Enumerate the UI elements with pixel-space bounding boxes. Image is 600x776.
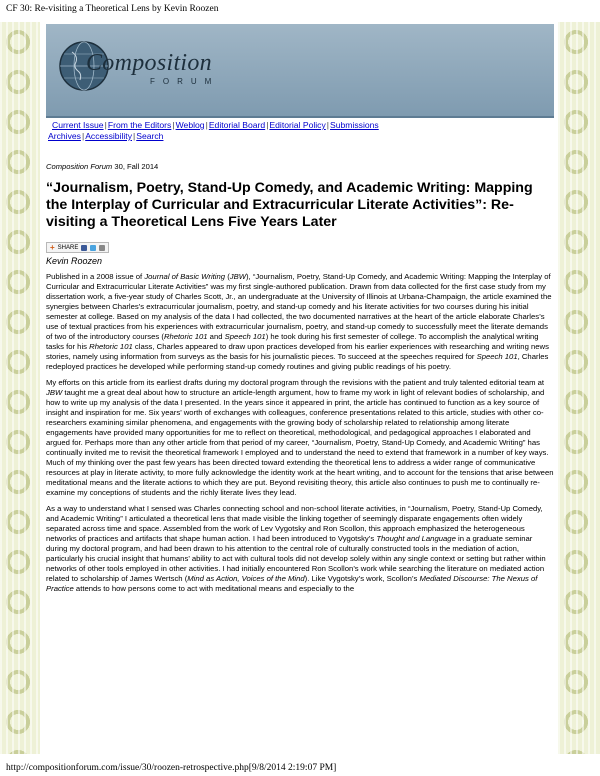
journal-name: Composition Forum xyxy=(46,162,113,171)
facebook-icon xyxy=(81,245,87,251)
nav-accessibility[interactable]: Accessibility xyxy=(85,131,132,141)
page xyxy=(40,22,558,754)
logo-wordmark: Composition xyxy=(86,50,212,76)
twitter-icon xyxy=(90,245,96,251)
print-footer: http://compositionforum.com/issue/30/roozen-retrospective.php[9/8/2014 2:19:07 PM] xyxy=(6,763,337,773)
nav-archives[interactable]: Archives xyxy=(48,131,81,141)
nav-from-the-editors[interactable]: From the Editors xyxy=(107,120,172,130)
paragraph-3: As a way to understand what I sensed was Charles connecting school and non-school literate activities, in “Journalism, Poetry, Stand-Up Comedy, and Academic Writing” I articulated a theoretical lens that made visible the linking together of seemingly disparate engagements often widely separated across time and space. Assembled from the work of Lev Vygotsky and Ron Scollon, this approach emphasized the heterogeneous networks of practices and artifacts that shape human action. I had been introduced to Vygotsky’s Thought and Language in a graduate seminar during my doctoral program, and had been drawn to his attention to the central role of culturally constructed tools in the mediation of action, particularly his crucial insight that humans’ ability to act with cultural tools did not develop solely within any single context or setting but rather within networks of other tools employed in other activities. I had initially encountered Ron Scollon’s work while searching the literature on mediated action related to scholarship of James Wertsch (Mind as Action, Voices of the Mind). Like Vygotsky’s work, Scollon’s Mediated Discourse: The Nexus of Practice attends to how persons come to act with meditational means and especially to the xyxy=(46,504,546,593)
decorative-border-left xyxy=(0,22,40,754)
logo-subtitle: FORUM xyxy=(150,77,220,86)
print-header: CF 30: Re-visiting a Theoretical Lens by Kevin Roozen xyxy=(6,4,219,14)
nav-weblog[interactable]: Weblog xyxy=(175,120,205,130)
nav-editorial-board[interactable]: Editorial Board xyxy=(208,120,266,130)
site-banner xyxy=(46,24,554,118)
decorative-border-right xyxy=(558,22,600,754)
share-label: SHARE xyxy=(57,244,79,251)
nav-search[interactable]: Search xyxy=(136,131,164,141)
nav-submissions[interactable]: Submissions xyxy=(330,120,379,130)
share-button[interactable] xyxy=(46,242,109,253)
article xyxy=(46,162,554,600)
paragraph-2: My efforts on this article from its earliest drafts during my doctoral program through the revisions with the patient and truly talented editorial team at JBW taught me a great deal about how to structure an article-length argument, how to frame my work in light of relevant bodies of scholarship, and how to write up my analysis of the data I presented. In the years since it appeared in print, the article has continued to function as a key source of insight and inspiration for me. Six years’ worth of exchanges with colleagues, conference presentations related to this article, studies with other co-researchers examining similar phenomena, and engagements with the growing body of scholarship related to relationship among literate engagements have provided many opportunities for me to reflect on theoretical, methodological, and pedagogical approaches I elaborated and argued for. Perhaps more than any other article from that period of my career, “Journalism, Poetry, Stand-Up Comedy, and Academic Writing” has continually invited me to revisit the theoretical framework I employed and to understand the need to extend that framework in a number of key ways. Much of my thinking over the past few years has been directed toward extending the theoretical lens to address a wider range of communicative resources at play in literate activity, to more fully acknowledge the identity work at the heart writing, and to account for the tensions that arise between meditational means and the literate actions to which they are put. Beyond revisiting theory, this article also continues to push me to continually re-examine my conceptions of students and the richly literate lives they lead. xyxy=(46,378,554,497)
article-title: “Journalism, Poetry, Stand-Up Comedy, and Academic Writing: Mapping the Interplay of Curricular and Extracurricular Literate Activities”: Re-visiting a Theoretical Lens Five Years Later xyxy=(46,180,533,230)
plus-icon: + xyxy=(50,243,55,252)
nav-editorial-policy[interactable]: Editorial Policy xyxy=(269,120,326,130)
issue-line xyxy=(46,162,554,171)
nav-current-issue[interactable]: Current Issue xyxy=(52,120,104,130)
paragraph-1: Published in a 2008 issue of Journal of Basic Writing (JBW), “Journalism, Poetry, Stand-Up Comedy, and Academic Writing: Mapping the Interplay of Curricular and Extracurricular Literate Activities” was my first single-authored publication. Drawn from data collected for the first case study from my dissertation work, a five-year study of Charles Scott, Jr., an undergraduate at the University of Illinois at Urbana-Champaign, the article examined the synergies between Charles’s extracurricular journalism, poetry, and stand-up comedy and his literate activities for two courses during his initial semester at college. Based on my analysis of the data I had collected, the two documented narratives at the heart of the article elaborate Charles’s use of textual practices from his experiences with extracurricular journalism, poetry, and stand-up comedy to successfully meet the literate demands of two of the introductory courses (Rhetoric 101 and Speech 101) he took during his first semester of college. To accomplish the analytical writing tasks for his Rhetoric 101 class, Charles appeared to draw upon practices developed from his earlier experiences with researching and writing news stories, namely using information from surveys as the basis for his journalistic pieces. To succeed at the speeches required for Speech 101, Charles redeployed practices he developed while performing stand-up comedy routines and giving public readings of his poetry. xyxy=(46,272,552,371)
email-icon xyxy=(99,245,105,251)
author-name: Kevin Roozen xyxy=(46,256,103,266)
issue-number: 30, Fall 2014 xyxy=(112,162,159,171)
site-navigation: Current Issue|From the Editors|Weblog|Editorial Board|Editorial Policy|Submissions Archives|Accessibility|Search xyxy=(48,120,379,141)
